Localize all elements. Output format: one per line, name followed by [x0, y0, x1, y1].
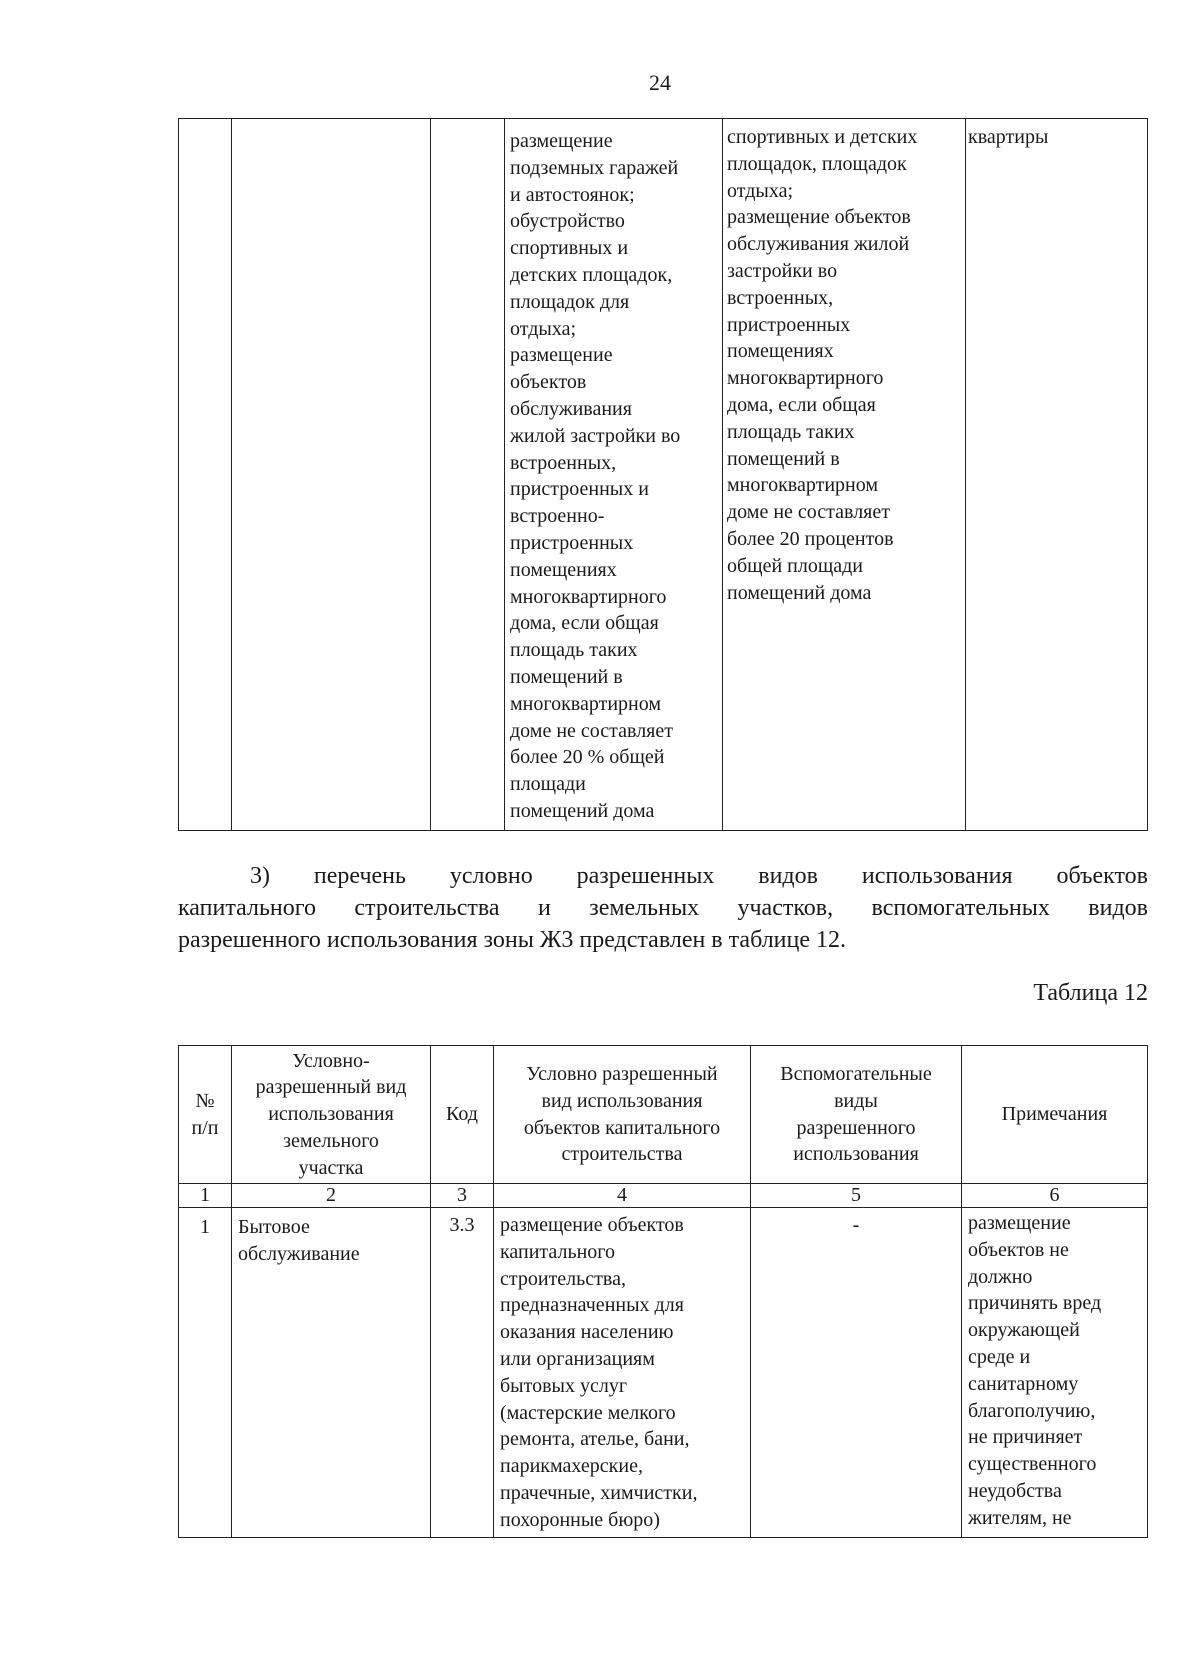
header-auxiliary — [751, 1046, 962, 1184]
cont-cell-notes — [966, 119, 1148, 831]
header-num-text: № п/п — [191, 1089, 219, 1139]
body-paragraph — [178, 860, 1148, 956]
row-notes — [962, 1208, 1148, 1538]
table-row — [179, 1208, 1148, 1538]
row-building-use-text: размещение объектов капитального строительства, предназначенных для оказания населению или организациям бытовых услуг (мастерские мелкого ремонта, ателье, бани, парикмахерские, прачечные, химчистки, похоронные бюро) — [500, 1214, 698, 1531]
paragraph-line-3: разрешенного использования зоны Ж3 представлен в таблице 12. — [178, 927, 847, 953]
row-notes-text: размещение объектов не должно причинять вред окружающей среде и санитарному благополучию, не причиняет существенного неудобства жителям, не — [968, 1212, 1102, 1529]
column-number: 1 — [179, 1184, 232, 1208]
header-building-use-text: Условно разрешенный вид использования объектов капитального строительства — [523, 1062, 721, 1166]
header-num — [179, 1046, 232, 1184]
cont-building-use-text: размещение подземных гаражей и автостоянок; обустройство спортивных и детских площадок, площадок для отдыха; размещение объектов обслуживания жилой застройки во встроенных, пристроенных и встроенно- пристроенных помещениях многоквартирного дома, если общая площадь таких помещений в многоквартирном доме не составляет более 20 % общей площади помещений дома — [510, 130, 681, 822]
cont-auxiliary-text: спортивных и детских площадок, площадок отдыха; размещение объектов обслуживания жилой застройки во встроенных, пристроенных помещениях многоквартирного дома, если общая площадь таких помещений в многоквартирном доме не составляет более 20 процентов общей площади помещений дома — [727, 126, 918, 604]
column-number: 6 — [962, 1184, 1148, 1208]
header-land-use-text: Условно- разрешенный вид использования земельного участка — [255, 1049, 407, 1179]
header-notes-text: Примечания — [1001, 1103, 1108, 1126]
row-land-use — [232, 1208, 431, 1538]
row-auxiliary — [751, 1208, 962, 1538]
header-code — [431, 1046, 494, 1184]
column-number: 3 — [431, 1184, 494, 1208]
column-number: 4 — [494, 1184, 751, 1208]
header-auxiliary-text: Вспомогательные виды разрешенного использования — [780, 1062, 932, 1166]
row-num-text: 1 — [200, 1216, 210, 1238]
header-row — [179, 1046, 1148, 1184]
table-12 — [178, 1045, 1148, 1538]
column-number-row — [179, 1184, 1148, 1208]
row-land-use-text: Бытовое обслуживание — [238, 1216, 360, 1265]
header-building-use — [494, 1046, 751, 1184]
column-number: 2 — [232, 1184, 431, 1208]
page-number: 24 — [649, 70, 671, 95]
cont-notes-text: квартиры — [968, 126, 1049, 148]
header-notes — [962, 1046, 1148, 1184]
paragraph-line-2: капитального строительства и земельных участков, вспомогательных видов — [178, 895, 1148, 921]
row-auxiliary-text: - — [852, 1214, 860, 1236]
header-land-use — [232, 1046, 431, 1184]
cont-cell-land-use — [232, 119, 431, 831]
row-num — [179, 1208, 232, 1538]
row-code-text: 3.3 — [449, 1214, 475, 1236]
row-building-use — [494, 1208, 751, 1538]
row-code — [431, 1208, 494, 1538]
table-caption: Таблица 12 — [1033, 980, 1148, 1006]
paragraph-line-1: 3) перечень условно разрешенных видов использования объектов — [250, 863, 1148, 889]
column-number: 5 — [751, 1184, 962, 1208]
cont-cell-code — [431, 119, 505, 831]
header-code-text: Код — [446, 1103, 478, 1126]
cont-cell-num — [179, 119, 232, 831]
